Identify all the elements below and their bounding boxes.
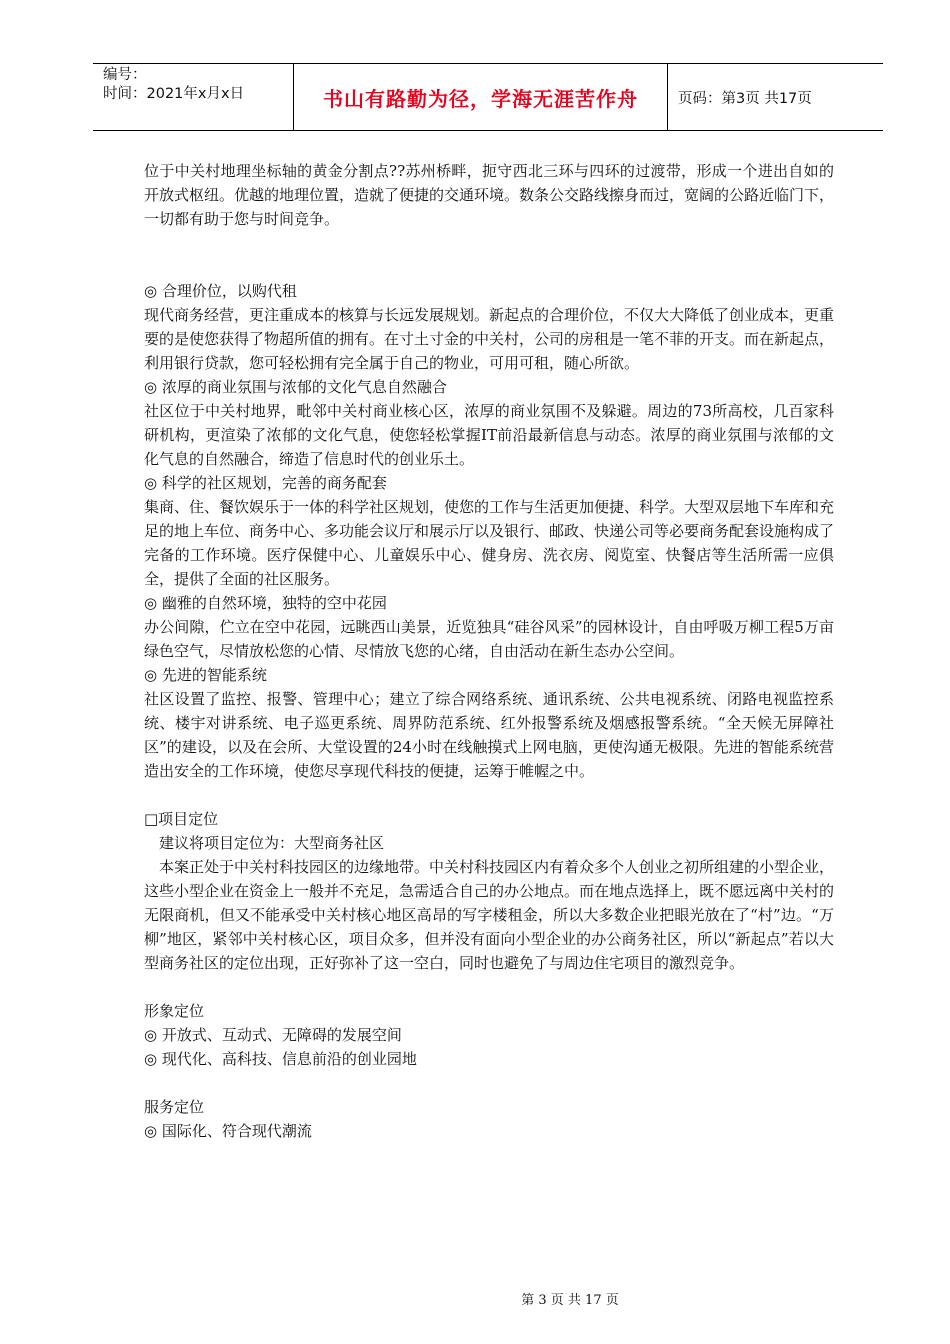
header-motto-cell — [294, 64, 668, 130]
time-label: 时间：2021年x月x日 — [103, 86, 245, 102]
section-heading: ◎ 浓厚的商业氛围与浓郁的文化气息自然融合 — [144, 378, 447, 396]
header-info-cell — [93, 64, 294, 130]
body-paragraph: 集商、住、餐饮娱乐于一体的科学社区规划，使您的工作与生活更加便捷、科学。大型双层地下车库和充足的地上车位、商务中心、多功能会议厅和展示厅以及银行、邮政、快递公司等必要商务配套设施构成了完备的工作环境。医疗保健中心、儿童娱乐中心、健身房、洗衣房、阅览室、快餐店等生活所需一应俱全，提供了全面的社区服务。 — [144, 498, 835, 588]
service-positioning-heading: 服务定位 — [144, 1098, 205, 1116]
number-label: 编号： — [103, 67, 147, 83]
document-body — [144, 159, 834, 1143]
page-footer — [0, 1289, 950, 1308]
list-item: ◎ 国际化、符合现代潮流 — [144, 1122, 312, 1140]
section-heading: ◎ 科学的社区规划，完善的商务配套 — [144, 474, 387, 492]
body-paragraph: 社区设置了监控、报警、管理中心；建立了综合网络系统、通讯系统、公共电视系统、闭路电视监控系统、楼宇对讲系统、电子巡更系统、周界防范系统、红外报警系统及烟感报警系统。“全天候无屏障社区”的建设，以及在会所、大堂设置的24小时在线触摸式上网电脑，更使沟通无极限。先进的智能系统营造出安全的工作环境，使您尽享现代科技的便捷，运筹于帷幄之中。 — [144, 690, 834, 780]
section-heading: ◎ 先进的智能系统 — [144, 666, 267, 684]
image-positioning-heading: 形象定位 — [144, 1002, 205, 1020]
location-paragraph: 位于中关村地理坐标轴的黄金分割点??苏州桥畔，扼守西北三环与四环的过渡带，形成一个进出自如的开放式枢纽。优越的地理位置，造就了便捷的交通环境。数条公交路线擦身而过，宽阔的公路近临门下，一切都有助于您与时间竞争。 — [144, 162, 835, 228]
body-paragraph: 现代商务经营，更注重成本的核算与长远发展规划。新起点的合理价位，不仅大大降低了创业成本，更重要的是使您获得了物超所值的拥有。在寸土寸金的中关村，公司的房租是一笔不菲的开支。而在新起点，利用银行贷款，您可轻松拥有完全属于自己的物业，可用可租，随心所欲。 — [144, 306, 835, 372]
section-heading: ◎ 幽雅的自然环境，独特的空中花园 — [144, 594, 387, 612]
body-paragraph: 本案正处于中关村科技园区的边缘地带。中关村科技园区内有着众多个人创业之初所组建的小型企业，这些小型企业在资金上一般并不充足，急需适合自己的办公地点。而在地点选择上，既不愿远离中关村的无限商机，但又不能承受中关村核心地区高昂的写字楼租金，所以大多数企业把眼光放在了“村”边。“万柳”地区，紧邻中关村核心区，项目众多，但并没有面向小型企业的办公商务社区，所以“新起点”若以大型商务社区的定位出现，正好弥补了这一空白，同时也避免了与周边住宅项目的激烈竞争。 — [144, 858, 835, 972]
header-page-cell — [668, 64, 883, 130]
project-positioning-heading: □项目定位 — [144, 810, 219, 828]
body-paragraph: 办公间隙，伫立在空中花园，远眺西山美景，近览独具“硅谷风采”的园林设计，自由呼吸万柳工程5万亩绿色空气，尽情放松您的心情、尽情放飞您的心绪，自由活动在新生态办公空间。 — [144, 618, 834, 660]
list-item: ◎ 现代化、高科技、信息前沿的创业园地 — [144, 1050, 417, 1068]
header-page-label: 页码：第3页 共17页 — [678, 90, 812, 107]
section-heading: ◎ 合理价位，以购代租 — [144, 282, 297, 300]
list-item: ◎ 开放式、互动式、无障碍的发展空间 — [144, 1026, 402, 1044]
footer-page-number: 第 3 页 共 17 页 — [521, 1293, 619, 1308]
page-header — [93, 63, 883, 131]
body-paragraph: 社区位于中关村地界，毗邻中关村商业核心区，浓厚的商业氛围不及躲避。周边的73所高校，几百家科研机构，更渲染了浓郁的文化气息，使您轻松掌握IT前沿最新信息与动态。浓厚的商业氛围与浓郁的文化气息的自然融合，缔造了信息时代的创业乐土。 — [144, 402, 834, 468]
positioning-suggestion: 建议将项目定位为：大型商务社区 — [159, 834, 385, 852]
motto-text: 书山有路勤为径，学海无涯苦作舟 — [323, 86, 638, 111]
